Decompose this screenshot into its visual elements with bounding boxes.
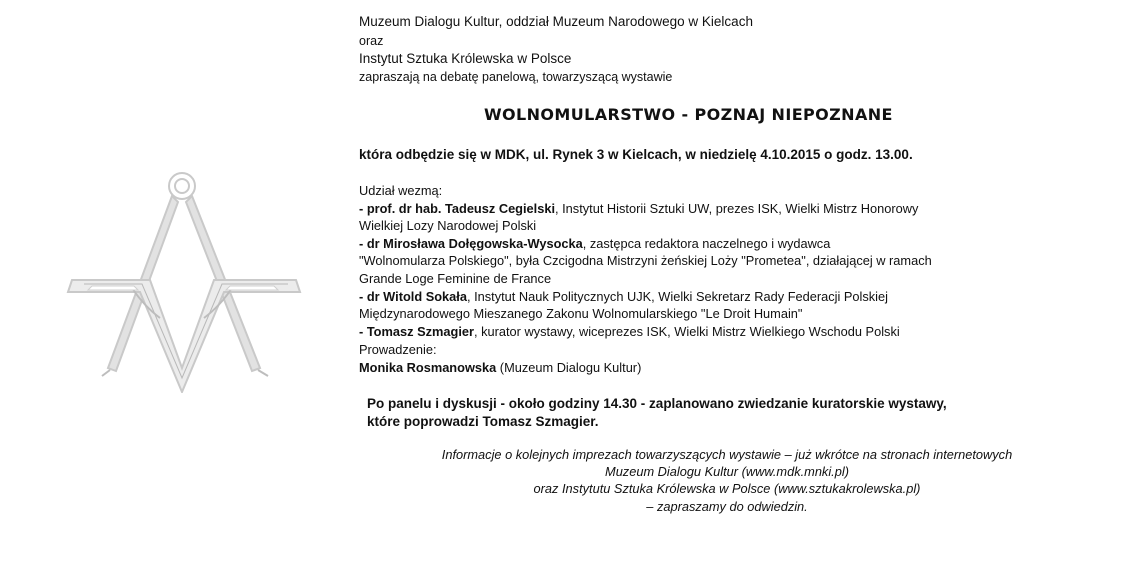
- info-note-line-2: Muzeum Dialogu Kultur (www.mdk.mnki.pl): [605, 464, 849, 480]
- participant-1: [359, 200, 918, 218]
- conjunction: oraz: [359, 34, 384, 48]
- participant-4: [359, 323, 900, 341]
- participant-3-name: - dr Witold Sokała: [359, 289, 467, 304]
- info-note-line-1: Informacje o kolejnych imprezach towarzyszących wystawie – już wkrótce na stronach internetowych: [441, 447, 1013, 462]
- moderator: [359, 359, 641, 377]
- participant-2-desc-2: "Wolnomularza Polskiego", była Czcigodna Mistrzyni żeńskiej Loży "Prometea", działającej w ramach: [359, 253, 932, 268]
- participant-1-desc-2: Wielkiej Lozy Narodowej Polski: [359, 218, 537, 233]
- participant-2: [359, 235, 830, 253]
- info-note-line-4: – zapraszamy do odwiedzin.: [646, 498, 808, 514]
- participant-3-desc: , Instytut Nauk Politycznych UJK, Wielki Sekretarz Rady Federacji Polskiej: [466, 289, 888, 304]
- info-note: [380, 446, 1074, 515]
- participant-1-desc: , Instytut Historii Sztuki UW, prezes ISK, Wielki Mistrz Honorowy: [555, 201, 919, 216]
- event-line: która odbędzie się w MDK, ul. Rynek 3 w Kielcach, w niedzielę 4.10.2015 o godz. 13.00.: [359, 147, 913, 162]
- organizer-2: Instytut Sztuka Królewska w Polsce: [359, 51, 572, 66]
- participant-3: [359, 288, 888, 306]
- tour-line-1: Po panelu i dyskusji - około godziny 14.30 - zaplanowano zwiedzanie kuratorskie wystawy,: [367, 396, 947, 411]
- participant-4-desc: , kurator wystawy, wiceprezes ISK, Wielki Mistrz Wielkiego Wschodu Polski: [473, 324, 900, 339]
- participants-heading: Udział wezmą:: [359, 183, 443, 198]
- participant-4-name: - Tomasz Szmagier: [359, 324, 474, 339]
- square-and-compasses-icon: [64, 168, 314, 393]
- participant-3-desc-2: Międzynarodowego Mieszanego Zakonu Wolnomularskiego "Le Droit Humain": [359, 306, 803, 321]
- moderator-name: Monika Rosmanowska: [359, 360, 497, 375]
- info-note-line-3: oraz Instytutu Sztuka Królewska w Polsce (www.sztukakrolewska.pl): [533, 481, 921, 497]
- exhibition-title: WOLNOMULARSTWO - POZNAJ NIEPOZNANE: [484, 105, 893, 124]
- participant-2-desc-3: Grande Loge Feminine de France: [359, 271, 552, 286]
- moderator-affiliation: (Muzeum Dialogu Kultur): [496, 360, 642, 375]
- organizer-1: Muzeum Dialogu Kultur, oddział Muzeum Narodowego w Kielcach: [359, 14, 753, 29]
- tour-line-2: które poprowadzi Tomasz Szmagier.: [367, 414, 599, 429]
- participant-1-name: - prof. dr hab. Tadeusz Cegielski: [359, 201, 556, 216]
- moderation-heading: Prowadzenie:: [359, 342, 437, 357]
- participant-2-name: - dr Mirosława Dołęgowska-Wysocka: [359, 236, 583, 251]
- invite-line: zapraszają na debatę panelową, towarzyszącą wystawie: [359, 70, 673, 84]
- participant-2-desc: , zastępca redaktora naczelnego i wydawca: [582, 236, 831, 251]
